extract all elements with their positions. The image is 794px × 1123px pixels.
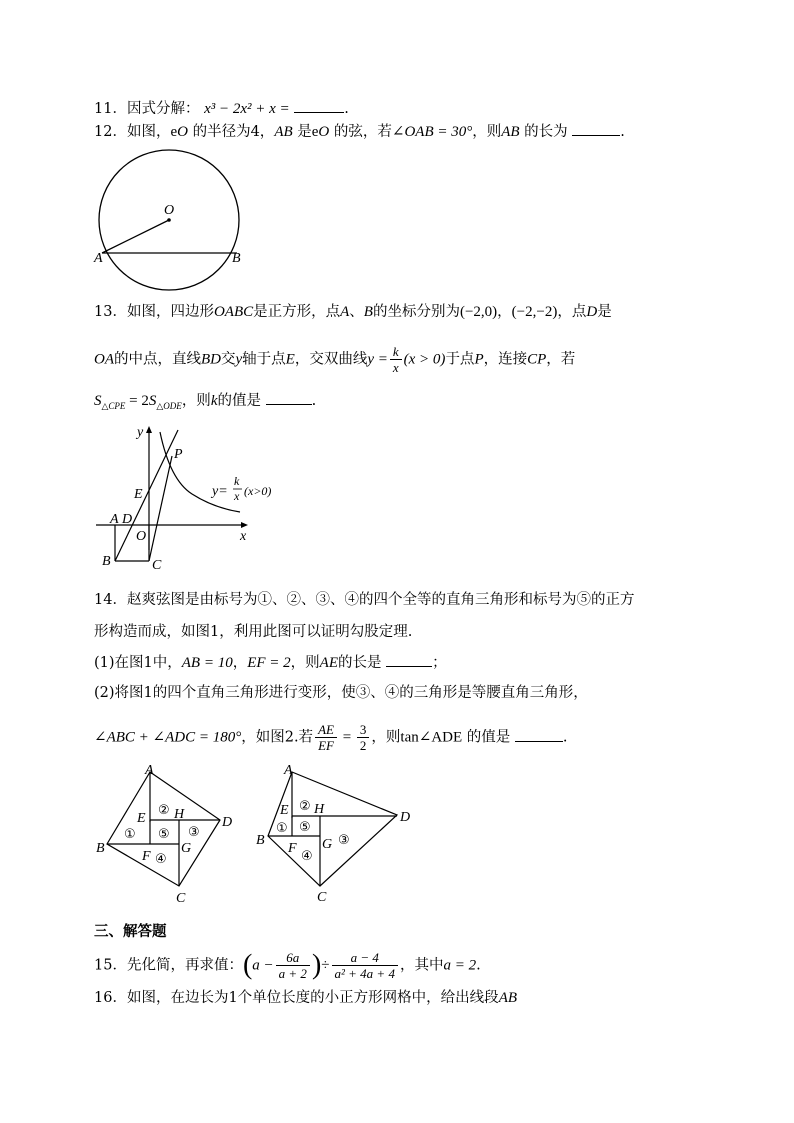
question-16: 16．如图，在边长为1个单位长度的小正方形网格中，给出线段AB [94,990,518,1006]
label-b: B [232,251,241,266]
label-c: C [152,558,162,573]
q14-part1-answer-blank[interactable] [386,652,432,667]
figure-12-circle [92,150,252,275]
hyperbola-curve [160,432,240,512]
label-g: G [181,841,192,856]
label-b: B [256,833,265,848]
label-h: H [174,807,185,822]
curve-label-x: x [234,489,240,503]
figure-14-1-zhaoshuang [92,762,242,907]
q11-expression: x³ − 2x² + x = [204,101,290,117]
label-o: O [136,529,147,544]
label-e: E [280,803,289,818]
question-11: 11．因式分解： x³ − 2x² + x = . [94,98,349,119]
q11-answer-blank[interactable] [294,98,344,113]
label-c: C [176,891,186,906]
label-h: H [314,802,325,817]
q12-answer-blank[interactable] [572,121,620,136]
question-14-part-2: (2)将图1的四个直角三角形进行变形，使③、④的三角形是等腰直角三角形， [94,685,588,701]
question-14-line-2: 形构造而成，如图1，利用此图可以证明勾股定理. [94,624,413,640]
label-p: P [174,447,183,462]
curve-label-k: k [234,474,240,488]
label-x: x [240,529,247,544]
mark-2: ② [299,799,311,814]
line-cp [149,456,172,561]
label-e: E [137,811,146,826]
figure-14-2-transformed [252,760,422,908]
question-14-line-1: 14．赵爽弦图是由标号为①、②、③、④的四个全等的直角三角形和标号为⑤的正方 [94,592,635,608]
label-b: B [102,554,111,569]
fraction-3-over-2: $\frac{3}{2}$ [357,722,370,753]
label-e: E [134,487,143,502]
mark-4: ④ [155,852,167,867]
label-a: A [110,512,119,527]
label-a: A [145,763,154,778]
question-12: 12．如图，eO 的半径为4，AB 是eO 的弦，若∠OAB = 30°，则AB 的长为 . [94,121,625,142]
mark-5: ⑤ [299,820,311,835]
label-o: O [164,203,175,218]
label-b: B [96,841,105,856]
label-f: F [288,841,297,856]
figure-13-coordinate [92,422,272,573]
question-13-line-1: 13．如图，四边形OABC是正方形，点A、B的坐标分别为(−2,0)，(−2,−2)，点D是 [94,304,612,320]
question-15: 15．先化简，再求值：(a − $\frac{6a}{a + 2}$ )÷ $\frac{a - 4}{\text{a² + 4a + 4}}$ ，其中a = 2. [94,949,481,981]
question-14-part-1: (1)在图1中，AB = 10，EF = 2，则AE的长是 ； [94,652,447,673]
fraction-a-minus-4-over-quadratic: $\frac{a - 4}{\text{a² + 4a + 4}}$ [332,950,398,981]
label-f: F [142,849,151,864]
label-d: D [222,815,233,830]
label-g: G [322,837,333,852]
center-point [167,218,171,222]
mark-5: ⑤ [158,827,170,842]
label-d: D [122,512,133,527]
label-a: A [284,763,293,778]
label-a: A [94,251,103,266]
fraction-ae-over-ef: $\frac{AE}{EF}$ [315,722,337,753]
mark-4: ④ [301,849,313,864]
mark-3: ③ [338,833,350,848]
mark-1: ① [276,821,288,836]
label-c: C [317,890,327,905]
q14-part2-answer-blank[interactable] [515,727,563,742]
fraction-6a-over-a-plus-2: $\frac{6a}{a + 2}$ [276,950,310,981]
radius-oa [102,220,169,253]
q13-answer-blank[interactable] [266,390,312,405]
mark-2: ② [158,803,170,818]
y-axis-arrow [146,426,152,433]
label-y: y [137,425,144,440]
mark-3: ③ [188,825,200,840]
x-axis-arrow [241,522,248,528]
mark-1: ① [124,827,136,842]
section-heading: 三、解答题 [94,924,167,940]
curve-label-y: y= [212,484,228,499]
question-13-line-3: $S_{\triangle CPE} = 2S_{\triangle ODE}$，则k的值是 . [94,390,316,416]
curve-label-cond: (x>0) [244,484,272,498]
fraction-k-over-x: $\frac{k}{x}$ [390,344,402,375]
line-bp [115,430,178,561]
label-d: D [400,810,411,825]
question-14-part-2-condition: ∠ABC + ∠ADC = 180°，如图2.若 $\frac{AE}{EF}$ = $\frac{3}{2}$ ，则tan∠ADE 的值是 . [94,722,568,753]
question-13-line-2: OA的中点，直线BD交y轴于点E，交双曲线y = $\frac{k}{x}$ (x > 0)于点P，连接CP，若 [94,344,576,375]
